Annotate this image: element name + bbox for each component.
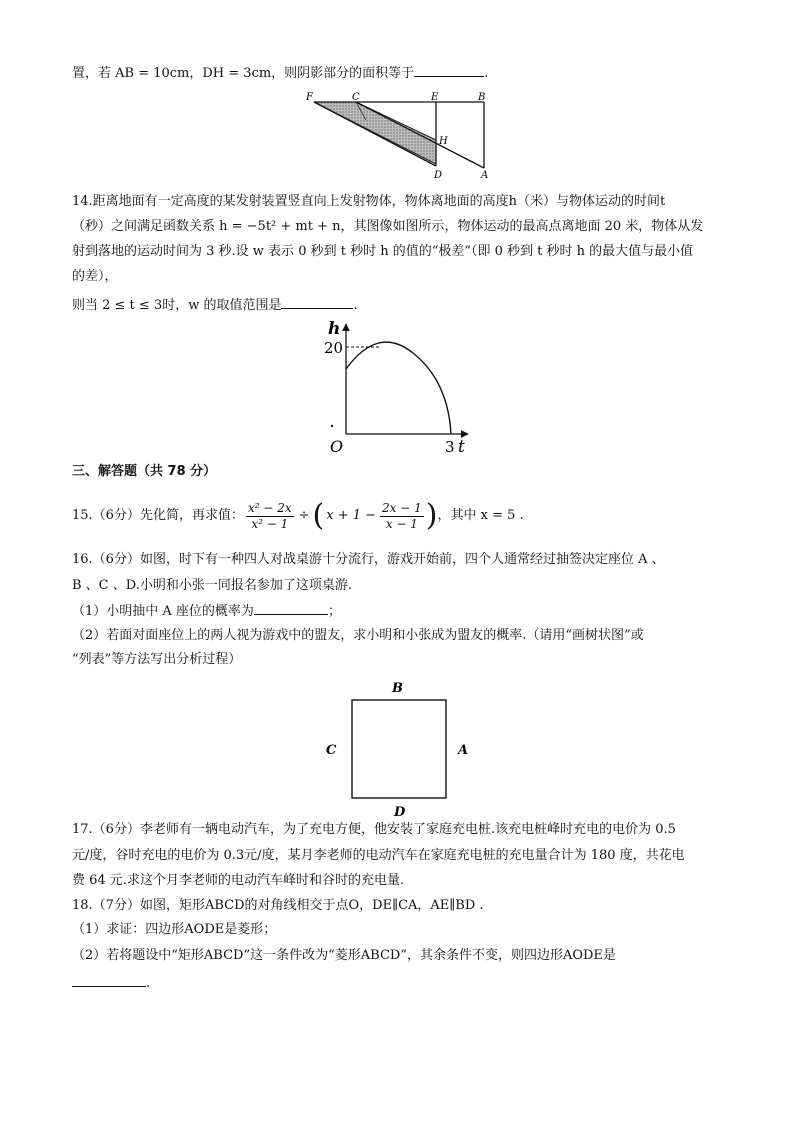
q15-text: 15.（6分）先化简，再求值： $\frac{\text{x² − 2x}}{\text{x² − 1}}$ ÷ ( x + 1 − $\frac{2x - 1}{x - 1}$ ) ，其中 x = 5 . <box>72 498 524 533</box>
q13-answer-blank[interactable] <box>414 62 484 77</box>
q14-line2: （秒）之间满足函数关系 h = −5t² + mt + n，其图像如图所示，物体运动的最高点离地面 20 米，物体从发 <box>72 219 704 234</box>
game-table <box>352 700 446 798</box>
seat-A: A <box>458 743 469 758</box>
q14-line1: 14.距离地面有一定高度的某发射装置竖直向上发射物体，物体离地面的高度h（米）与物体运动的时间t <box>72 194 666 209</box>
q18-line2: （1）求证：四边形AODE是菱形； <box>72 922 277 937</box>
seat-C: C <box>326 743 337 758</box>
q18-line3: （2）若将题设中“矩形ABCD”这一条件改为“菱形ABCD”，其余条件不变，则四边形AODE是 <box>72 948 616 963</box>
q16-answer-blank[interactable] <box>254 600 328 615</box>
q17-line3: 费 64 元.求这个月李老师的电动汽车峰时和谷时的充电量. <box>72 873 405 888</box>
q18-line1: 18.（7分）如图，矩形ABCD的对角线相交于点O，DE∥CA，AE∥BD . <box>72 898 484 913</box>
q14-line5: 则当 2 ≤ t ≤ 3时，w 的取值范围是 . <box>72 294 358 316</box>
tick-3: 3 <box>445 438 455 456</box>
q15-fraction-2: $\frac{2x - 1}{x - 1}$ <box>382 500 422 531</box>
label-H: H <box>439 136 448 147</box>
q17-line2: 元/度，谷时充电的电价为 0.3元/度，某月李老师的电动汽车在家庭充电桩的充电量合计为 180 度，共花电 <box>72 848 685 863</box>
label-C: C <box>352 92 360 103</box>
q18-line4: . <box>72 972 150 994</box>
q18-answer-blank[interactable] <box>72 972 146 987</box>
q17-line1: 17.（6分）李老师有一辆电动汽车，为了充电方便，他安装了家庭充电桩.该充电桩峰时充电的电价为 0.5 <box>72 822 676 837</box>
q13-stem: 置，若 AB = 10cm，DH = 3cm，则阴影部分的面积等于 <box>72 66 415 81</box>
q16-line2: B 、C 、D.小明和小张一同报名参加了这项桌游. <box>72 578 352 593</box>
tick-20: 20 <box>324 339 344 357</box>
q14-line4: 的差）， <box>72 269 118 284</box>
axis-label-t: t <box>458 437 465 457</box>
q16-line4: （2）若面对面座位上的两人视为游戏中的盟友，求小明和小张成为盟友的概率.（请用“画树状图”或 <box>72 628 644 643</box>
label-D: D <box>434 170 443 180</box>
q16-line3: （1）小明抽中 A 座位的概率为 ； <box>72 600 341 622</box>
label-B: B <box>478 92 486 103</box>
q13-figure <box>300 90 500 180</box>
label-A: A <box>481 170 489 180</box>
q14-answer-blank[interactable] <box>281 294 353 309</box>
q16-seat-figure <box>318 676 478 820</box>
q14-line3: 射到落地的运动时间为 3 秒.设 w 表示 0 秒到 t 秒时 h 的值的“极差”（即 0 秒到 t 秒时 h 的最大值与最小值 <box>72 244 694 259</box>
axis-label-h: h <box>328 319 341 339</box>
q15-fraction-1: $\frac{\text{x² − 2x}}{\text{x² − 1}}$ <box>247 500 292 531</box>
q13-text: 置，若 AB = 10cm，DH = 3cm，则阴影部分的面积等于 . <box>72 62 488 84</box>
label-E: E <box>431 92 439 103</box>
parabola-curve <box>346 342 451 434</box>
q16-line1: 16.（6分）如图，时下有一种四人对战桌游十分流行，游戏开始前，四个人通常经过抽签决定座位 A 、 <box>72 552 665 567</box>
seat-B: B <box>392 681 403 696</box>
seat-D: D <box>394 805 406 820</box>
section-3-title: 三、解答题（共 78 分） <box>72 464 217 479</box>
q16-line5: “列表”等方法写出分析过程） <box>72 652 242 667</box>
label-F: F <box>306 92 313 103</box>
origin-O: O <box>330 437 344 456</box>
q14-graph <box>318 318 478 458</box>
